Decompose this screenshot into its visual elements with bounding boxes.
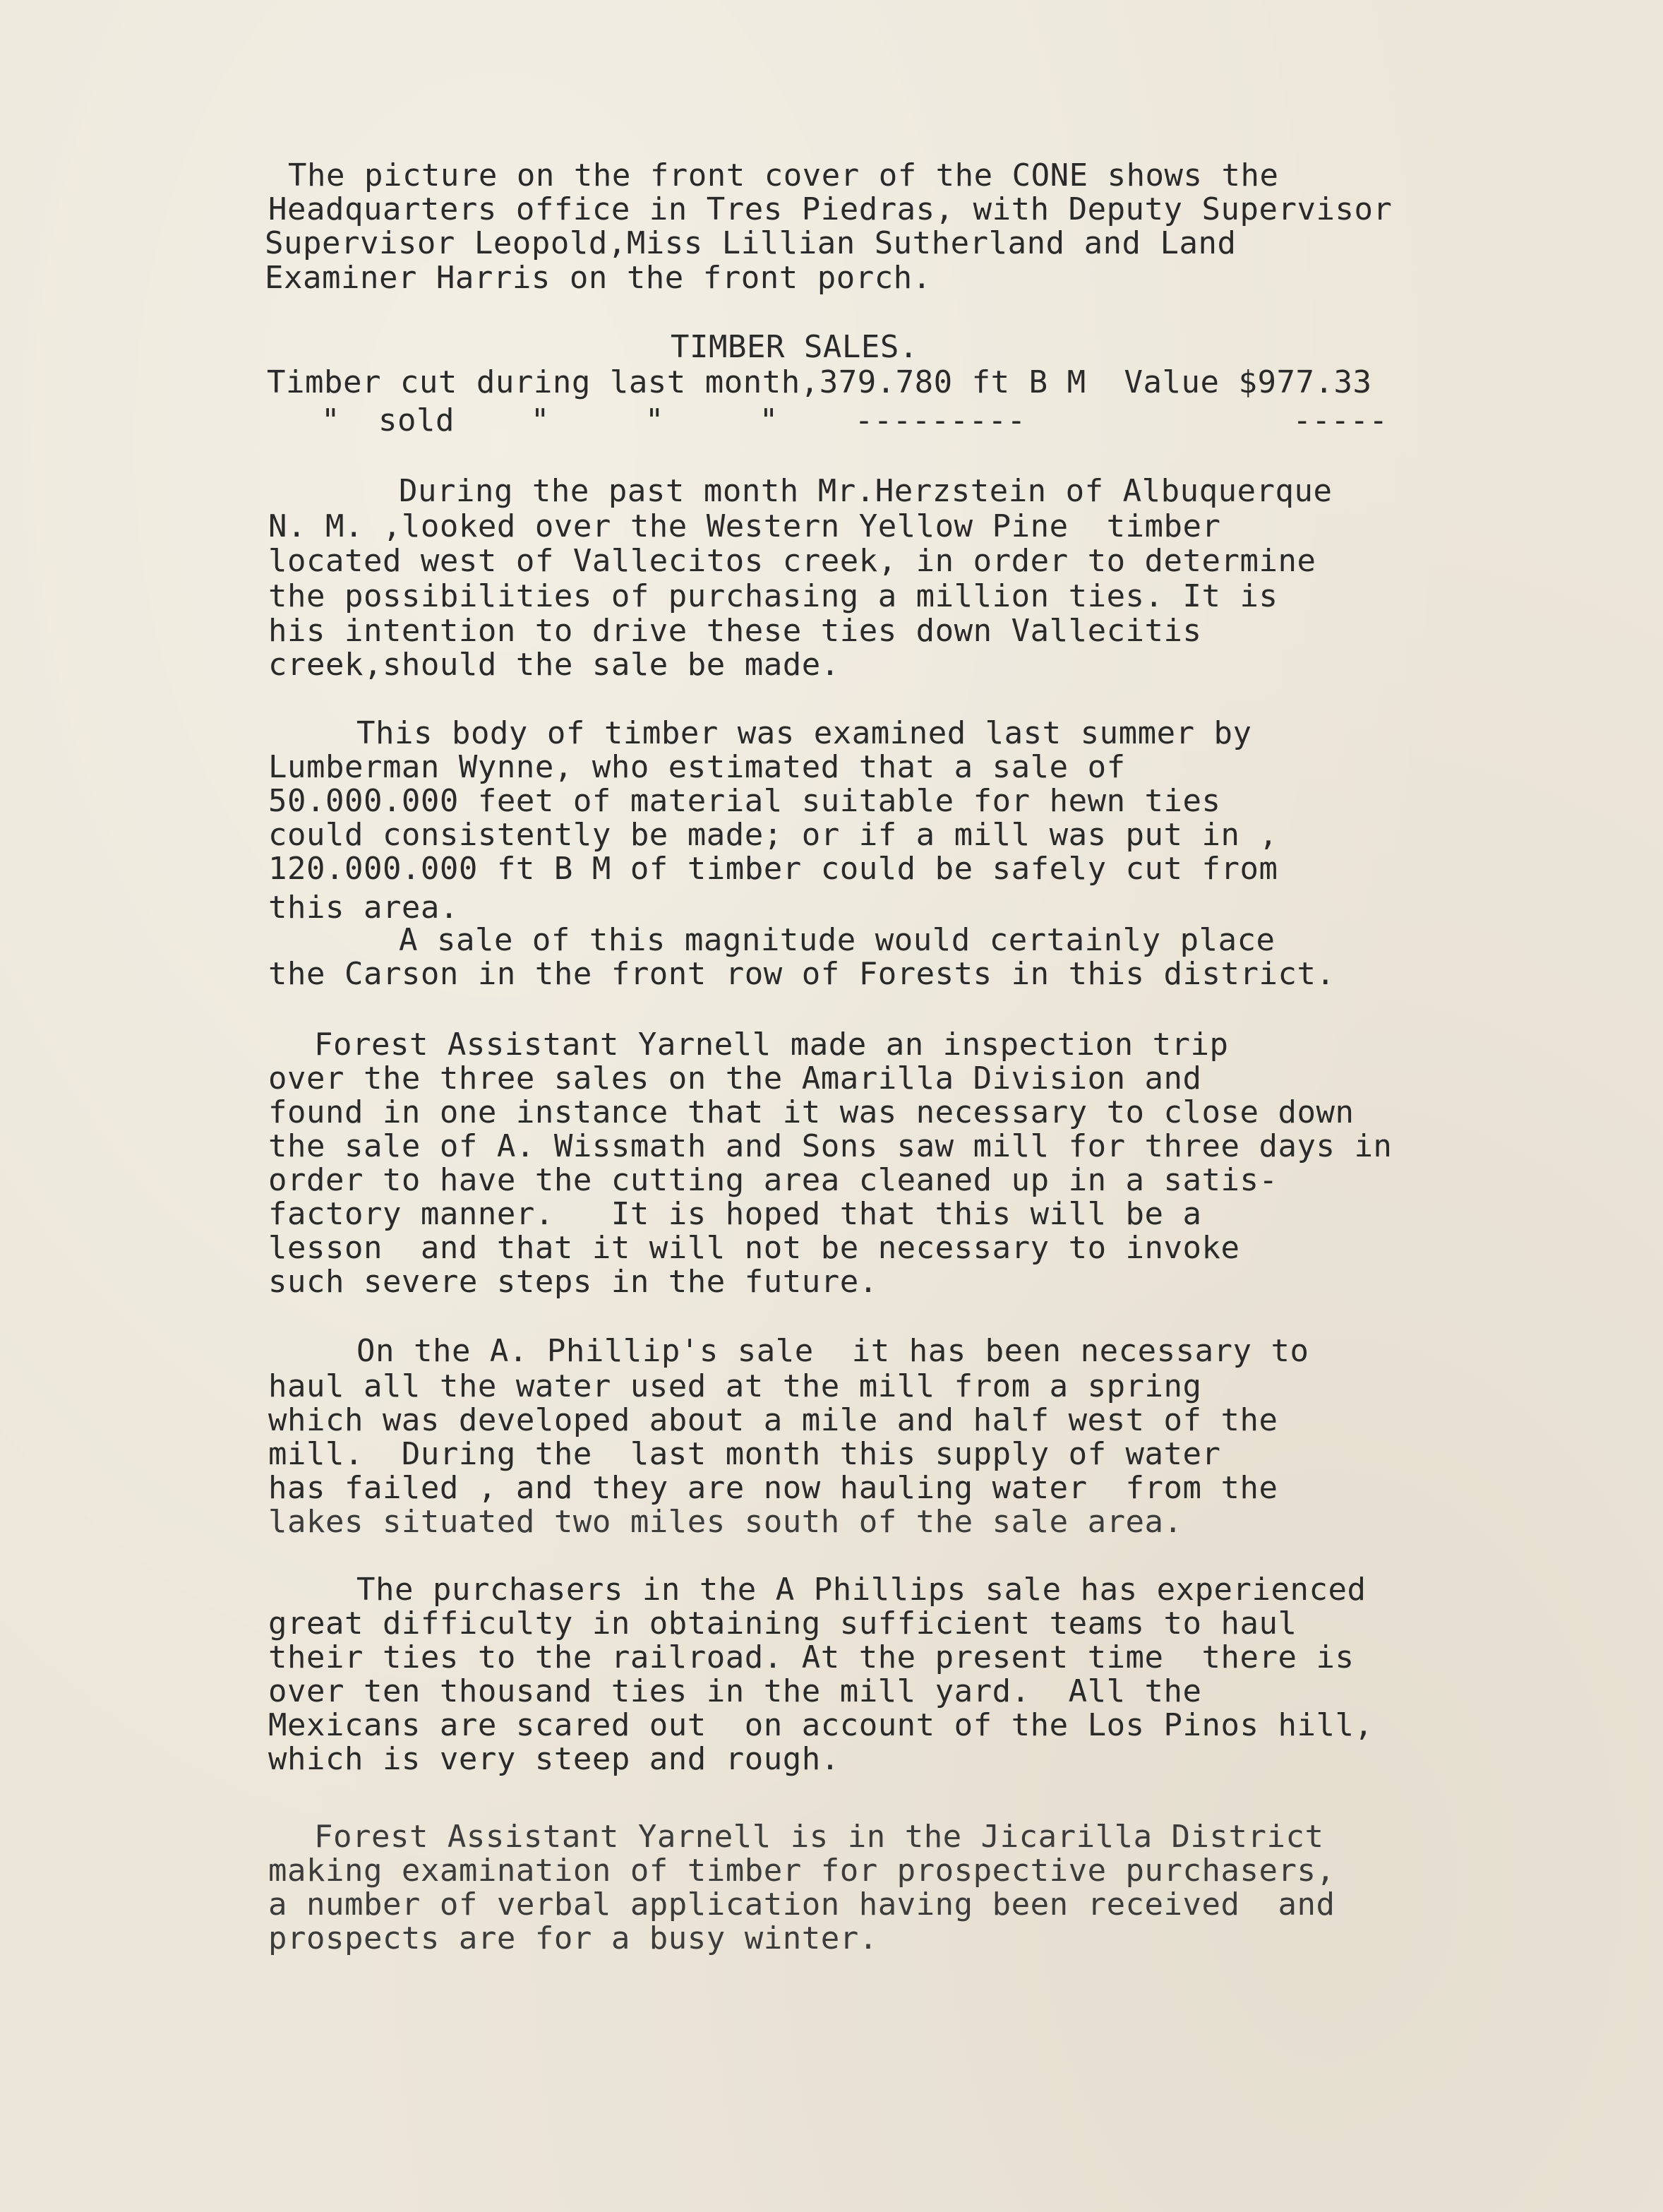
intro-line-3: Supervisor Leopold,Miss Lillian Sutherland and Land xyxy=(265,225,1237,261)
p5-line-5: Mexicans are scared out on account of the Los Pinos hill, xyxy=(268,1707,1374,1743)
p5-line-4: over ten thousand ties in the mill yard. All the xyxy=(268,1673,1202,1709)
intro-line-1: The picture on the front cover of the CONE shows the xyxy=(288,157,1279,193)
timber-sales-heading: TIMBER SALES. xyxy=(671,329,918,365)
p1-line-6: creek,should the sale be made. xyxy=(268,647,840,683)
p3-line-6: factory manner. It is hoped that this will be a xyxy=(268,1196,1202,1232)
p4-line-5: has failed , and they are now hauling water from the xyxy=(268,1470,1278,1506)
p5-line-1: The purchasers in the A Phillips sale has experienced xyxy=(356,1572,1367,1608)
p2-line-5: 120.000.000 ft B M of timber could be safely cut from xyxy=(268,851,1278,887)
p3-line-8: such severe steps in the future. xyxy=(268,1264,878,1300)
timber-cut-row: Timber cut during last month,379.780 ft B M Value $977.33 xyxy=(267,364,1372,400)
p6-line-1: Forest Assistant Yarnell is in the Jicarilla District xyxy=(314,1819,1324,1855)
p4-line-3: which was developed about a mile and half west of the xyxy=(268,1402,1278,1438)
p2-line-4: could consistently be made; or if a mill was put in , xyxy=(268,817,1278,853)
p1-line-3: located west of Vallecitos creek, in order to determine xyxy=(268,543,1316,579)
p1-line-5: his intention to drive these ties down Vallecitis xyxy=(268,613,1202,649)
p3-line-5: order to have the cutting area cleaned up in a satis- xyxy=(268,1162,1278,1198)
p4-line-1: On the A. Phillip's sale it has been necessary to xyxy=(356,1333,1309,1369)
p6-line-3: a number of verbal application having been received and xyxy=(268,1887,1335,1923)
p3-line-7: lesson and that it will not be necessary to invoke xyxy=(268,1230,1240,1266)
p5-line-2: great difficulty in obtaining sufficient teams to haul xyxy=(268,1606,1297,1642)
intro-line-2: Headquarters office in Tres Piedras, with Deputy Supervisor xyxy=(268,191,1393,227)
p5-line-6: which is very steep and rough. xyxy=(268,1741,840,1777)
p1-line-4: the possibilities of purchasing a million ties. It is xyxy=(268,578,1278,614)
p3-line-3: found in one instance that it was necessary to close down xyxy=(268,1094,1355,1130)
p3-line-2: over the three sales on the Amarilla Division and xyxy=(268,1060,1202,1096)
p2-line-7: A sale of this magnitude would certainly place xyxy=(399,922,1275,958)
p2-line-1: This body of timber was examined last summer by xyxy=(356,715,1252,751)
intro-line-4: Examiner Harris on the front porch. xyxy=(265,260,932,296)
p1-line-2: N. M. ,looked over the Western Yellow Pine timber xyxy=(268,508,1221,544)
p5-line-3: their ties to the railroad. At the present time there is xyxy=(268,1639,1355,1675)
p3-line-4: the sale of A. Wissmath and Sons saw mill for three days in xyxy=(268,1128,1393,1164)
timber-sold-row: " sold " " " --------- ----- xyxy=(321,402,1388,438)
p1-line-1: During the past month Mr.Herzstein of Albuquerque xyxy=(399,473,1333,509)
p2-line-2: Lumberman Wynne, who estimated that a sale of xyxy=(268,749,1126,785)
p3-line-1: Forest Assistant Yarnell made an inspection trip xyxy=(314,1027,1229,1063)
p4-line-6: lakes situated two miles south of the sale area. xyxy=(268,1504,1183,1540)
p2-line-8: the Carson in the front row of Forests in this district. xyxy=(268,956,1335,992)
p2-line-6: this area. xyxy=(268,890,459,926)
p2-line-3: 50.000.000 feet of material suitable for hewn ties xyxy=(268,783,1221,819)
p6-line-2: making examination of timber for prospective purchasers, xyxy=(268,1853,1335,1889)
p4-line-4: mill. During the last month this supply of water xyxy=(268,1436,1221,1472)
p6-line-4: prospects are for a busy winter. xyxy=(268,1920,878,1956)
p4-line-2: haul all the water used at the mill from a spring xyxy=(268,1368,1202,1404)
